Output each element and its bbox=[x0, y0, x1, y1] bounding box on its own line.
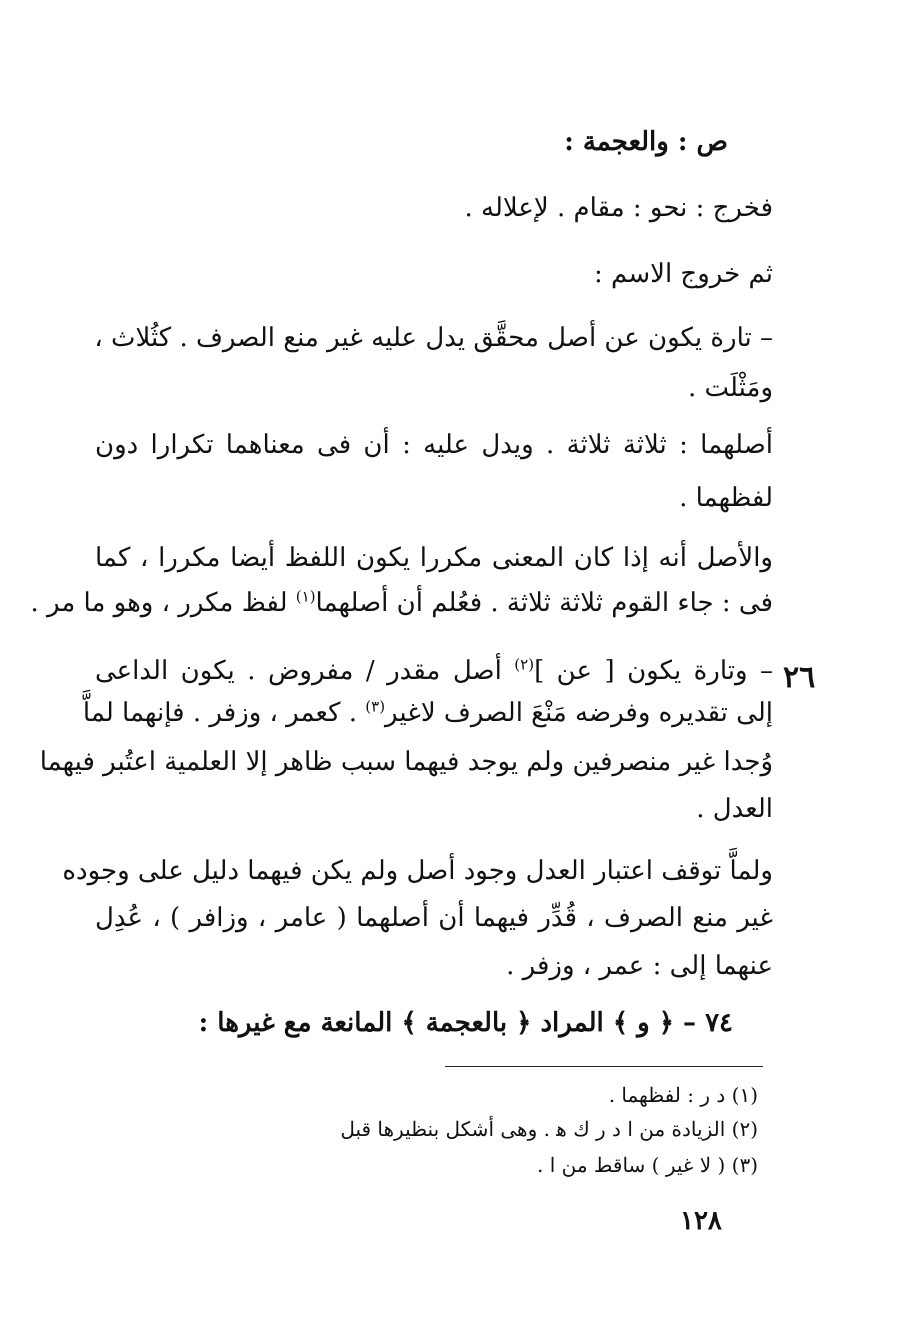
footnote-ref: (٣) bbox=[365, 697, 386, 716]
text-segment: إلى تقديره وفرضه مَنْعَ الصرف لاغير bbox=[385, 698, 773, 728]
text-segment: أصل مقدر / مفروض . يكون الداعى bbox=[95, 656, 502, 686]
footnote-ref: (١) bbox=[295, 587, 316, 606]
text-line: وُجدا غير منصرفين ولم يوجد فيهما سبب ظاهر إلا العلمية اعتُبر فيهما bbox=[39, 747, 773, 777]
text-line: أصلهما : ثلاثة ثلاثة . ويدل عليه : أن فى معناهما تكرارا دون bbox=[95, 430, 773, 460]
text-segment: – وتارة يكون [ عن ] bbox=[534, 656, 774, 686]
text-line: ومَثْلَت . bbox=[688, 373, 773, 403]
page-number: ١٢٨ bbox=[680, 1206, 722, 1236]
numbered-heading: ٧٤ – ﴿ و ﴾ المراد ﴿ بالعجمة ﴾ المانعة مع غيرها : bbox=[198, 1008, 733, 1038]
text-line: لفظهما . bbox=[679, 483, 773, 513]
heading-text: والعجمة : bbox=[564, 127, 669, 157]
text-line: فخرج : نحو : مقام . لإعلاله . bbox=[464, 193, 773, 223]
text-segment: . كعمر ، وزفر . فإنهما لماَّ bbox=[82, 698, 357, 728]
text-line-with-footnote bbox=[82, 693, 773, 733]
text-segment: فى : جاء القوم ثلاثة ثلاثة . فعُلم أن أصلهما bbox=[315, 588, 773, 618]
text-line: – تارة يكون عن أصل محقَّق يدل عليه غير منع الصرف . كثُلاث ، bbox=[94, 323, 773, 353]
text-line: غير منع الصرف ، قُدِّر فيهما أن أصلهما ( عامر ، وزافر ) ، عُدِل bbox=[95, 903, 773, 933]
text-line: عنهما إلى : عمر ، وزفر . bbox=[506, 951, 773, 981]
margin-number: ٢٦ bbox=[783, 660, 816, 695]
text-line: العدل . bbox=[696, 794, 773, 824]
text-line: والأصل أنه إذا كان المعنى مكررا يكون اللفظ أيضا مكررا ، كما bbox=[95, 543, 773, 573]
footnote: (٢) الزيادة من ا د ر ك ﻫ . وهى أشكل بنظيرها قبل bbox=[340, 1117, 758, 1141]
text-line-with-footnote bbox=[30, 583, 773, 623]
text-line: ولماَّ توقف اعتبار العدل وجود أصل ولم يكن فيهما دليل على وجوده bbox=[62, 856, 773, 886]
footnote: (١) د ر : لفظهما . bbox=[608, 1083, 758, 1107]
heading-marker: ص : bbox=[677, 127, 728, 157]
text-line: ثم خروج الاسم : bbox=[594, 259, 773, 289]
footnote: (٣) ( لا غير ) ساقط من ا . bbox=[536, 1153, 758, 1177]
text-segment: لفظ مكرر ، وهو ما مر . bbox=[30, 588, 288, 618]
section-heading bbox=[564, 122, 728, 162]
footnote-ref: (٢) bbox=[514, 655, 535, 674]
footnote-divider bbox=[445, 1066, 763, 1067]
text-line-with-footnote bbox=[95, 651, 773, 691]
